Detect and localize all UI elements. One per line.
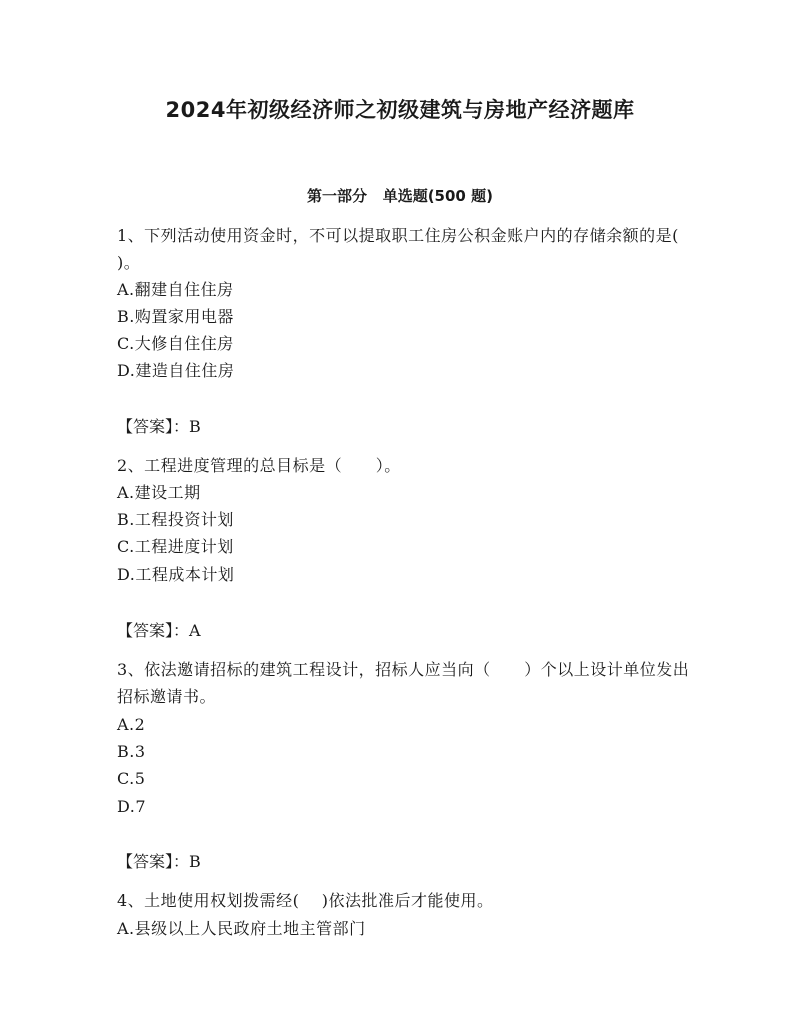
question-3-option-a: A.2 bbox=[117, 715, 146, 734]
question-1-option-b: B.购置家用电器 bbox=[117, 307, 234, 326]
question-4-stem: 4、土地使用权划拨需经( )依法批准后才能使用。 bbox=[117, 891, 494, 910]
question-1-stem: 1、下列活动使用资金时，不可以提取职工住房公积金账户内的存储余额的是( )。 bbox=[117, 226, 702, 272]
question-1-option-c: C.大修自住住房 bbox=[117, 334, 234, 353]
question-3-stem: 3、依法邀请招标的建筑工程设计，招标人应当向（ ）个以上设计单位发出招标邀请书。 bbox=[117, 660, 690, 706]
question-1-option-a: A.翻建自住住房 bbox=[117, 280, 234, 299]
question-2-option-c: C.工程进度计划 bbox=[117, 537, 234, 556]
question-3-option-b: B.3 bbox=[117, 742, 146, 761]
question-2-option-a: A.建设工期 bbox=[117, 483, 201, 502]
answer-label: 【答案】 bbox=[117, 621, 174, 640]
question-2-answer bbox=[117, 617, 201, 644]
answer-label: 【答案】 bbox=[117, 417, 174, 436]
question-2-option-d: D.工程成本计划 bbox=[117, 565, 235, 584]
question-2-stem: 2、工程进度管理的总目标是（ ）。 bbox=[117, 456, 401, 475]
question-2-option-b: B.工程投资计划 bbox=[117, 510, 234, 529]
answer-value: ：A bbox=[173, 621, 201, 640]
question-1-answer bbox=[117, 413, 201, 440]
question-3-answer bbox=[117, 848, 201, 875]
answer-label: 【答案】 bbox=[117, 852, 174, 871]
answer-value: ：B bbox=[173, 417, 201, 436]
question-4-option-a: A.县级以上人民政府土地主管部门 bbox=[117, 919, 366, 938]
document-title: 2024年初级经济师之初级建筑与房地产经济题库 bbox=[165, 98, 635, 122]
answer-value: ：B bbox=[173, 852, 201, 871]
question-1-option-d: D.建造自住住房 bbox=[117, 361, 235, 380]
question-3-option-d: D.7 bbox=[117, 797, 147, 816]
section-title: 第一部分 单选题(500 题) bbox=[307, 187, 493, 205]
question-3-option-c: C.5 bbox=[117, 769, 146, 788]
